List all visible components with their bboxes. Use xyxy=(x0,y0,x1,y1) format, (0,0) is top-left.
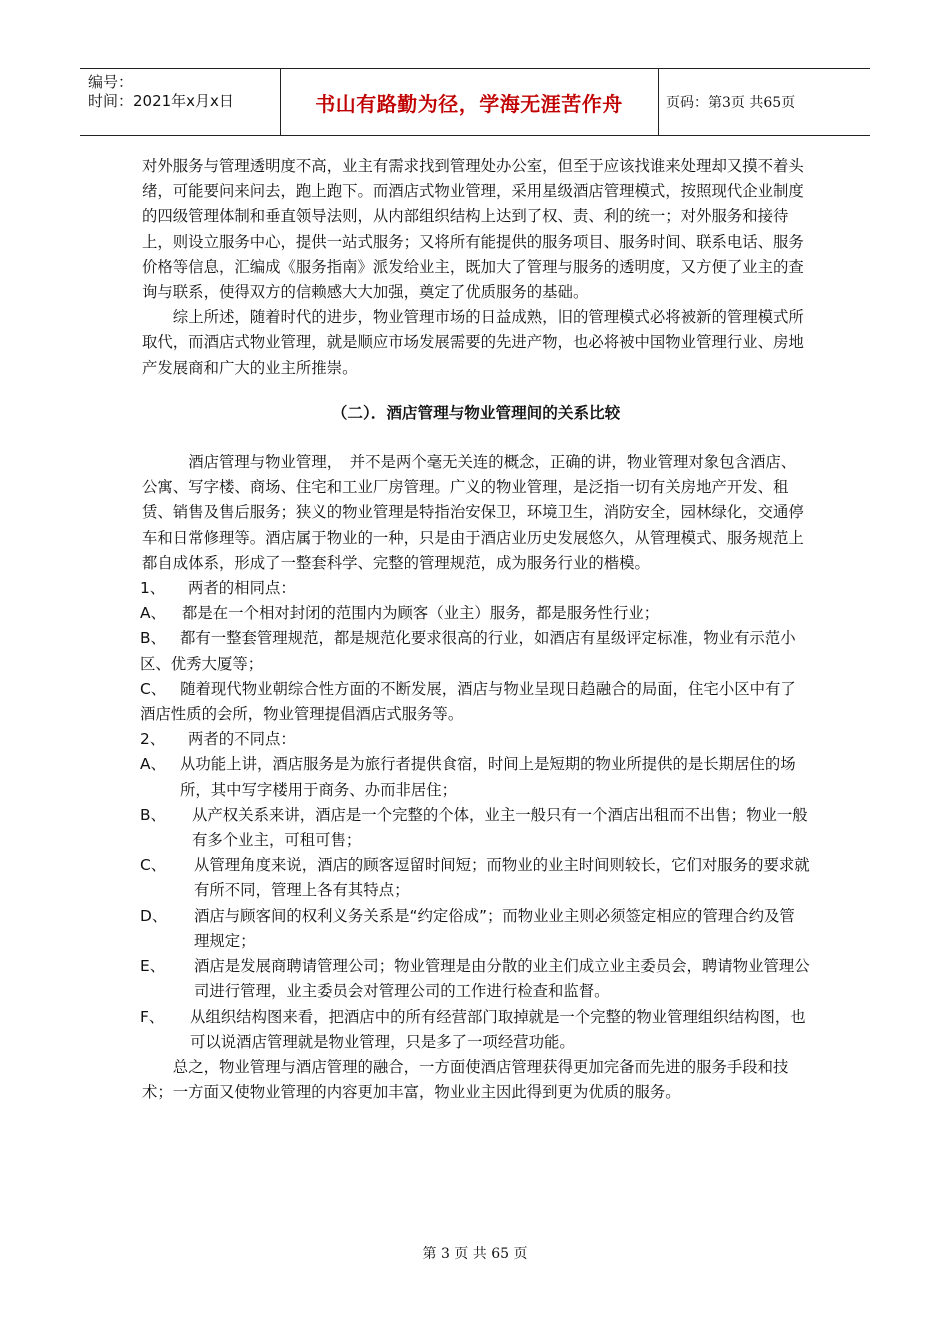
list-item-text: 从产权关系来讲，酒店是一个完整的个体，业主一般只有一个酒店出租而不出售；物业一般有多个业主，可租可售； xyxy=(192,805,808,850)
list-item-text: 从管理角度来说，酒店的顾客逗留时间短；而物业的业主时间则较长，它们对服务的要求就有所不同，管理上各有其特点； xyxy=(194,856,810,900)
header-motto: 书山有路勤为径，学海无涯苦作舟 xyxy=(315,91,623,116)
list-item xyxy=(140,904,810,954)
list-heading xyxy=(140,576,810,601)
list-heading-text: 两者的相同点： xyxy=(188,579,296,598)
list-item-text: 酒店与顾客间的权利义务关系是“约定俗成”；而物业业主则必须签定相应的管理合约及管理规定； xyxy=(194,906,795,950)
list-item-label: B、 xyxy=(140,629,166,648)
list-heading-number: 2、 xyxy=(140,730,166,749)
list-item-text: 从功能上讲，酒店服务是为旅行者提供食宿，时间上是短期的物业所提供的是长期居住的场所，其中写字楼用于商务、办而非居住； xyxy=(180,755,796,799)
list-item-label: C、 xyxy=(140,679,167,698)
list-item xyxy=(140,601,810,626)
list-item xyxy=(140,752,810,802)
list-item-label: A、 xyxy=(140,755,166,774)
list-item-text: 都是在一个相对封闭的范围内为顾客（业主）服务，都是服务性行业； xyxy=(182,604,660,623)
list-item-label: D、 xyxy=(140,906,168,925)
list-item-text: 都有一整套管理规范，都是规范化要求很高的行业，如酒店有星级评定标准，物业有示范小区、优秀大厦等； xyxy=(140,629,796,673)
list-heading-text: 两者的不同点： xyxy=(188,730,296,749)
list-heading xyxy=(140,727,810,752)
page-header xyxy=(80,68,870,136)
list-item-text: 从组织结构图来看，把酒店中的所有经营部门取掉就是一个完整的物业管理组织结构图，也可以说酒店管理就是物业管理，只是多了一项经营功能。 xyxy=(190,1007,806,1051)
paragraph: 综上所述，随着时代的进步，物业管理市场的日益成熟，旧的管理模式必将被新的管理模式所取代，而酒店式物业管理，就是顺应市场发展需要的先进产物，也必将被中国物业管理行业、房地产发展商和广大的业主所推崇。 xyxy=(142,308,804,377)
list-item-text: 酒店是发展商聘请管理公司；物业管理是由分散的业主们成立业主委员会，聘请物业管理公司进行管理，业主委员会对管理公司的工作进行检查和监督。 xyxy=(194,957,810,1001)
list-item-label: B、 xyxy=(140,805,166,824)
header-meta xyxy=(88,73,234,111)
list-item-label: A、 xyxy=(140,604,166,623)
list-item-label: F、 xyxy=(140,1007,165,1026)
list-item xyxy=(140,1005,810,1055)
list-item xyxy=(140,803,810,853)
list-item xyxy=(140,626,810,676)
number-label: 编号： xyxy=(88,73,134,91)
page-footer: 第 3 页 共 65 页 xyxy=(422,1246,528,1262)
list-heading-number: 1、 xyxy=(140,579,166,598)
section-title: （二）．酒店管理与物业管理间的关系比较 xyxy=(331,403,621,422)
list-item-text: 随着现代物业朝综合性方面的不断发展，酒店与物业呈现日趋融合的局面，住宅小区中有了酒店性质的会所，物业管理提倡酒店式服务等。 xyxy=(140,679,796,724)
header-page-info: 页码：第3页 共65页 xyxy=(666,95,796,111)
list-item-label: E、 xyxy=(140,957,166,976)
document-body xyxy=(142,154,810,1105)
list-item-label: C、 xyxy=(140,856,167,875)
date-label: 时间：2021年x月x日 xyxy=(88,92,234,110)
list-item xyxy=(140,677,810,727)
list-item xyxy=(140,853,810,903)
header-divider xyxy=(658,69,659,135)
intro-paragraph: 酒店管理与物业管理， 并不是两个毫无关连的概念，正确的讲，物业管理对象包含酒店、公寓、写字楼、商场、住宅和工业厂房管理。广义的物业管理，是泛指一切有关房地产开发、租赁、销售及售后服务；狭义的物业管理是特指治安保卫，环境卫生，消防安全，园林绿化，交通停车和日常修理等。酒店属于物业的一种，只是由于酒店业历史发展悠久，从管理模式、服务规范上都自成体系，形成了一整套科学、完整的管理规范，成为服务行业的楷模。 xyxy=(142,453,804,572)
paragraph: 对外服务与管理透明度不高，业主有需求找到管理处办公室，但至于应该找谁来处理却又摸不着头绪，可能要问来问去，跑上跑下。而酒店式物业管理，采用星级酒店管理模式，按照现代企业制度的四级管理体制和垂直领导法则，从内部组织结构上达到了权、责、利的统一；对外服务和接待上，则设立服务中心，提供一站式服务；又将所有能提供的服务项目、服务时间、联系电话、服务价格等信息，汇编成《服务指南》派发给业主，既加大了管理与服务的透明度，又方便了业主的查询与联系，使得双方的信赖感大大加强，奠定了优质服务的基础。 xyxy=(142,157,804,302)
list-item xyxy=(140,954,810,1004)
conclusion-paragraph: 总之，物业管理与酒店管理的融合，一方面使酒店管理获得更加完备而先进的服务手段和技术；一方面又使物业管理的内容更加丰富，物业业主因此得到更为优质的服务。 xyxy=(142,1057,789,1102)
